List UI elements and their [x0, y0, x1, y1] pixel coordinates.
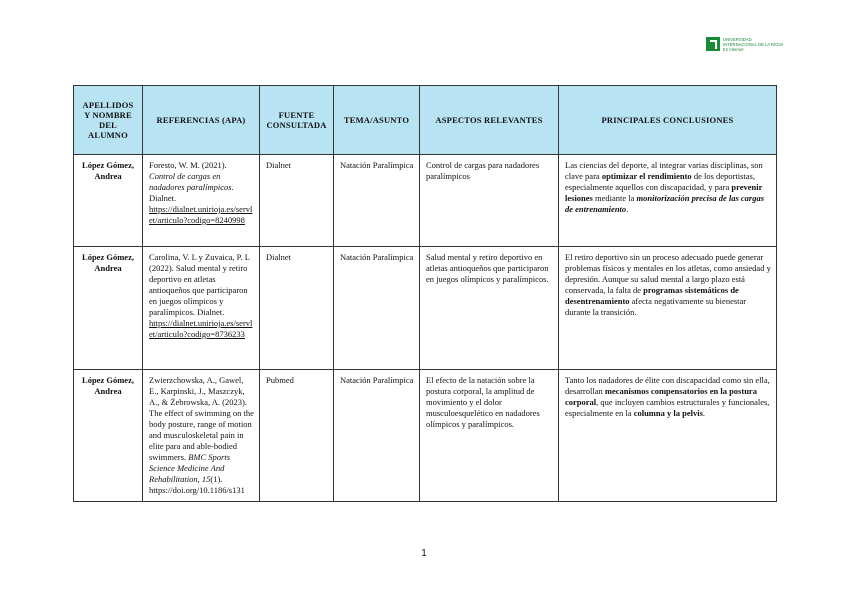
- header-conclusions: PRINCIPALES CONCLUSIONES: [559, 86, 777, 155]
- logo-emblem-icon: [706, 37, 720, 51]
- conclusions-cell: [559, 155, 777, 247]
- conclusion-text: afecta negativamente su bienestar durante la transición.: [565, 296, 747, 317]
- table-header-row: [74, 86, 777, 155]
- logo-line-2: INTERNACIONAL DE LA RIOJA: [723, 42, 784, 47]
- conclusion-text: Tanto los nadadores de élite con discapacidad como sin ella, desarrollan: [565, 375, 770, 396]
- table-row: [74, 155, 777, 247]
- reference-text: Carolina, V. L y Zuvaica, P. L (2022). Salud mental y retiro deportivo en atletas antioqueños que participaron en juegos olímpicos y paralímpicos. Dialnet.: [149, 252, 250, 317]
- student-cell: López Gómez, Andrea: [74, 247, 143, 370]
- header-source: FUENTE CONSULTADA: [260, 86, 334, 155]
- conclusion-text: El retiro deportivo sin un proceso adecuado puede generar problemas físicos y mentales en los atletas, como ansiedad y depresión. Aunque su salud mental a largo plazo está conservada, la falta de: [565, 252, 771, 295]
- conclusion-highlight: monitorización precisa de las cargas de entrenamiento: [565, 193, 765, 214]
- aspects-cell: Salud mental y retiro deportivo en atletas antioqueños que participaron en juegos olímpicos y paralímpicos.: [420, 247, 559, 370]
- reference-title: Control de cargas en nadadores paralímpicos: [149, 171, 232, 192]
- conclusion-text: mediante la: [592, 193, 637, 203]
- reference-cell: [143, 247, 260, 370]
- header-aspects: ASPECTOS RELEVANTES: [420, 86, 559, 155]
- logo-line-3: En Internet: [723, 47, 744, 52]
- conclusion-highlight: prevenir lesiones: [565, 182, 763, 203]
- conclusion-text: , que incluyen cambios estructurales y funcionales, especialmente en la: [565, 397, 770, 418]
- conclusion-text: de los deportistas, especialmente aquellos con discapacidad, y para: [565, 171, 755, 192]
- student-cell: López Gómez, Andrea: [74, 155, 143, 247]
- reference-doi: (1). https://doi.org/10.1186/s131: [149, 474, 245, 495]
- student-cell: López Gómez, Andrea: [74, 370, 143, 502]
- reference-journal: BMC Sports Science Medicine And Rehabilitation, 15: [149, 452, 230, 484]
- conclusion-highlight: columna y la pelvis: [633, 408, 703, 418]
- table-row: [74, 247, 777, 370]
- aspects-cell: El efecto de la natación sobre la postura corporal, la amplitud de movimiento y el dolor musculoesquelético en nadadores olímpicos y paralímpicos.: [420, 370, 559, 502]
- table-row: [74, 370, 777, 502]
- logo-line-1: UNIVERSIDAD: [723, 37, 752, 42]
- reference-cell: [143, 155, 260, 247]
- topic-cell: Natación Paralímpica: [334, 247, 420, 370]
- source-cell: Dialnet: [260, 247, 334, 370]
- reference-cell: [143, 370, 260, 502]
- header-student: APELLIDOS Y NOMBRE DEL ALUMNO: [74, 86, 143, 155]
- references-table: [73, 85, 777, 502]
- header-topic: TEMA/ASUNTO: [334, 86, 420, 155]
- conclusion-highlight: optimizar el rendimiento: [601, 171, 692, 181]
- conclusion-highlight: programas sistemáticos de desentrenamiento: [565, 285, 739, 306]
- conclusion-text: Las ciencias del deporte, al integrar varias disciplinas, son clave para: [565, 160, 763, 181]
- conclusion-text: .: [702, 408, 705, 418]
- logo-text: [723, 37, 783, 52]
- page-number: 1: [421, 548, 427, 559]
- source-cell: Pubmed: [260, 370, 334, 502]
- reference-link[interactable]: https://dialnet.unirioja.es/servlet/articulo?codigo=8736233: [149, 318, 253, 339]
- topic-cell: Natación Paralímpica: [334, 155, 420, 247]
- conclusion-highlight: mecanismos compensatorios en la postura corporal: [565, 386, 757, 407]
- aspects-cell: Control de cargas para nadadores paralímpicos: [420, 155, 559, 247]
- header-references: REFERENCIAS (APA): [143, 86, 260, 155]
- conclusion-text: .: [626, 204, 629, 214]
- conclusions-cell: [559, 370, 777, 502]
- reference-authors: Zwierzchowska, A., Gawel, E., Karpinski, J., Maszczyk, A., & Żebrowska, A. (2023). The effect of swimming on the body posture, range of motion and musculoskeletal pain in elite para and able-bodied swimmers.: [149, 375, 254, 462]
- university-logo: [706, 37, 790, 57]
- reference-authors: Foresto, W. M. (2021).: [149, 160, 227, 170]
- topic-cell: Natación Paralímpica: [334, 370, 420, 502]
- reference-link[interactable]: https://dialnet.unirioja.es/servlet/articulo?codigo=8240998: [149, 204, 253, 225]
- reference-publisher: . Dialnet.: [149, 182, 234, 203]
- source-cell: Dialnet: [260, 155, 334, 247]
- conclusions-cell: [559, 247, 777, 370]
